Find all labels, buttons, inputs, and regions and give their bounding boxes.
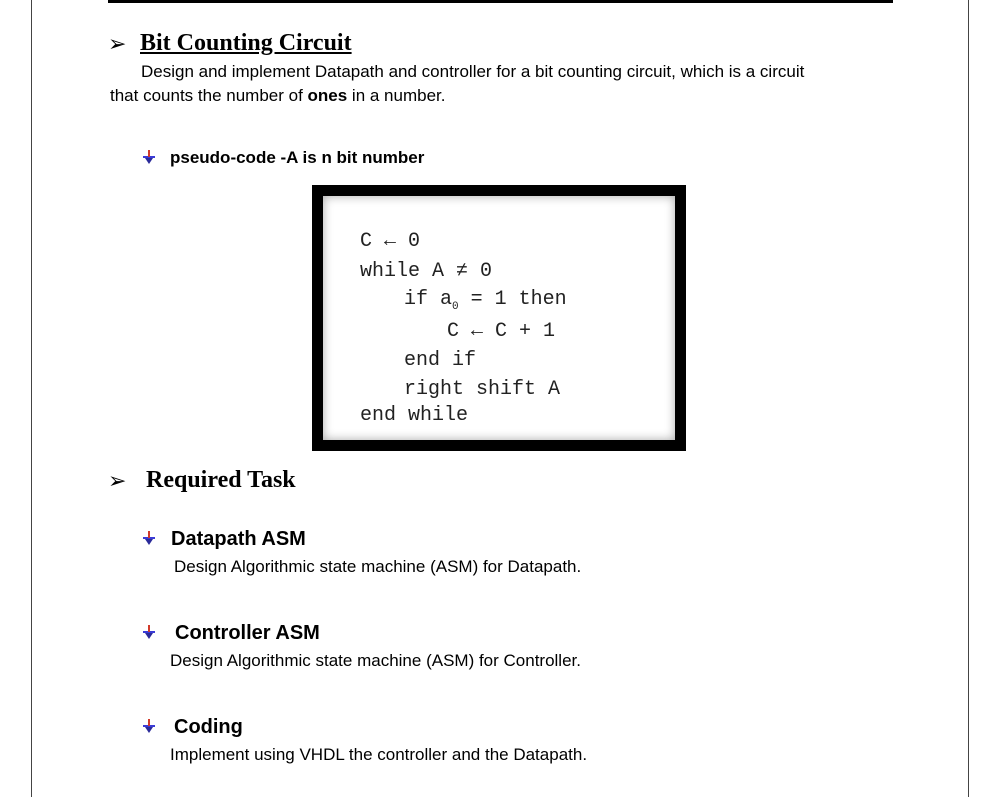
down-arrow-bullet-icon [141,149,157,165]
page-border-right [968,0,969,797]
section-title-bit-counting: Bit Counting Circuit [140,30,352,56]
code-line-6: right shift A [404,378,561,401]
section-arrow-icon: ➢ [108,469,127,494]
code-line-1: C ← 0 [360,230,421,253]
code-line-2: while A ≠ 0 [360,260,493,283]
code-line-4: C ← C + 1 [447,320,556,343]
task-title-coding: Coding [174,716,243,738]
task-desc-coding: Implement using VHDL the controller and the Datapath. [170,745,588,764]
intro-paragraph-line2: that counts the number of ones in a number. [110,86,446,105]
task-desc-datapath-asm: Design Algorithmic state machine (ASM) for Datapath. [174,557,582,576]
down-arrow-bullet-icon [141,624,157,640]
pseudo-code-heading: pseudo-code -A is n bit number [170,148,425,167]
down-arrow-bullet-icon [141,530,157,546]
down-arrow-bullet-icon [141,718,157,734]
code-line-3: if $a_0 = 1$ then [404,288,567,313]
section-arrow-icon: ➢ [108,32,127,57]
code-line-7: end while [360,404,469,427]
intro-paragraph-line1: Design and implement Datapath and controller for a bit counting circuit, which is a circuit [141,62,805,81]
task-title-controller-asm: Controller ASM [175,622,320,644]
page-border-left [31,0,32,797]
pseudo-code-panel [320,193,678,443]
code-line-5: end if [404,349,477,372]
header-rule [108,0,893,3]
task-desc-controller-asm: Design Algorithmic state machine (ASM) for Controller. [170,651,581,670]
pseudo-code-box [312,185,686,451]
task-title-datapath-asm: Datapath ASM [171,528,306,550]
section-title-required-task: Required Task [146,467,296,493]
